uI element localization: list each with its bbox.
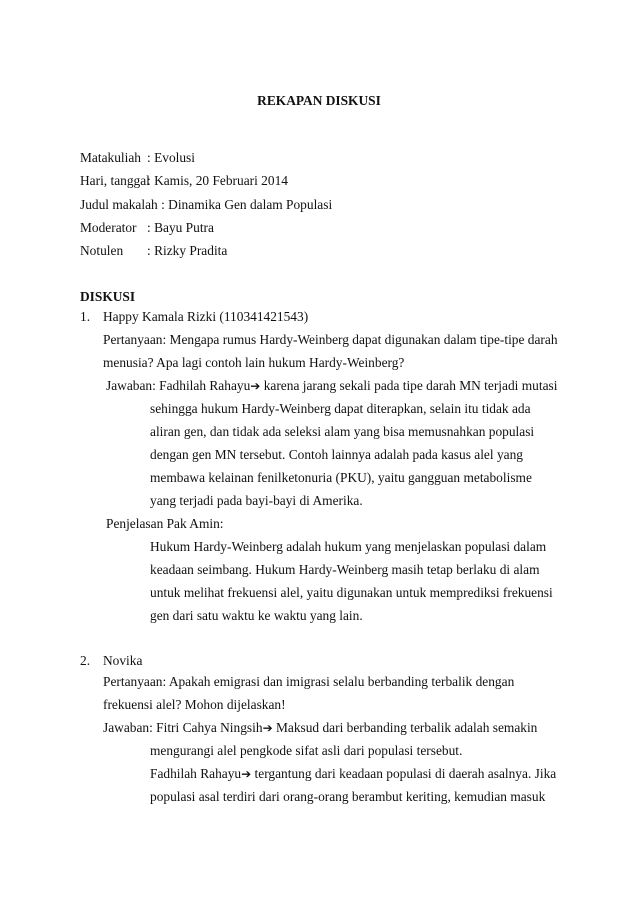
- meta-row-note-taker: [80, 243, 228, 259]
- answer-label: Jawaban: Fitri Cahya Ningsih: [103, 720, 263, 735]
- meta-row-moderator: [80, 220, 214, 236]
- answer-line: sehingga hukum Hardy-Weinberg dapat diterapkan, selain itu tidak ada: [150, 401, 531, 416]
- meta-label: Hari, tanggal: [80, 173, 150, 188]
- meta-value: : Kamis, 20 Februari 2014: [147, 173, 288, 188]
- answer-line: mengurangi alel pengkode sifat asli dari populasi tersebut.: [150, 743, 463, 758]
- explanation-label: Penjelasan Pak Amin:: [106, 516, 224, 531]
- answer-line: populasi asal terdiri dari orang-orang berambut keriting, kemudian masuk: [150, 789, 546, 804]
- meta-value: : Bayu Putra: [147, 220, 214, 235]
- arrow-right-icon: ➔: [262, 721, 273, 735]
- item-number: 2.: [80, 653, 91, 668]
- answer-text: Maksud dari berbanding terbalik adalah semakin: [272, 720, 538, 735]
- explanation-line: gen dari satu waktu ke waktu yang lain.: [150, 608, 363, 623]
- section-heading: DISKUSI: [80, 289, 136, 304]
- answer-line: dengan gen MN tersebut. Contoh lainnya adalah pada kasus alel yang: [150, 447, 523, 462]
- explanation-line: Hukum Hardy-Weinberg adalah hukum yang menjelaskan populasi dalam: [150, 539, 547, 554]
- answer-line: [106, 378, 557, 394]
- answer-label: Fadhilah Rahayu: [150, 766, 242, 781]
- arrow-right-icon: ➔: [241, 767, 252, 781]
- answer-text: karena jarang sekali pada tipe darah MN terjadi mutasi: [260, 378, 558, 393]
- question-line: Pertanyaan: Apakah emigrasi dan imigrasi selalu berbanding terbalik dengan: [103, 674, 515, 689]
- answer-line: [103, 720, 537, 736]
- answer-line: aliran gen, dan tidak ada seleksi alam yang bisa memusnahkan populasi: [150, 424, 535, 439]
- meta-label: Moderator: [80, 220, 137, 235]
- arrow-right-icon: ➔: [250, 379, 261, 393]
- answer-line: yang terjadi pada bayi-bayi di Amerika.: [150, 493, 363, 508]
- questioner-name: Novika: [103, 653, 143, 668]
- answer-label: Jawaban: Fadhilah Rahayu: [106, 378, 251, 393]
- question-line: Pertanyaan: Mengapa rumus Hardy-Weinberg dapat digunakan dalam tipe-tipe darah: [103, 332, 558, 347]
- meta-row-course: [80, 150, 195, 166]
- meta-label: Matakuliah: [80, 150, 141, 165]
- question-line: frekuensi alel? Mohon dijelaskan!: [103, 697, 286, 712]
- meta-value: : Rizky Pradita: [147, 243, 228, 258]
- meta-value: : Evolusi: [147, 150, 195, 165]
- meta-value: : Dinamika Gen dalam Populasi: [161, 197, 333, 212]
- answer-line: [150, 766, 556, 782]
- answer-text: tergantung dari keadaan populasi di daerah asalnya. Jika: [251, 766, 557, 781]
- document-title: REKAPAN DISKUSI: [257, 93, 381, 108]
- meta-row-paper-title: [80, 197, 332, 213]
- explanation-line: keadaan seimbang. Hukum Hardy-Weinberg masih tetap berlaku di alam: [150, 562, 540, 577]
- answer-line: membawa kelainan fenilketonuria (PKU), yaitu gangguan metabolisme: [150, 470, 532, 485]
- meta-label: Notulen: [80, 243, 124, 258]
- explanation-line: untuk melihat frekuensi alel, yaitu digunakan untuk memprediksi frekuensi: [150, 585, 553, 600]
- meta-label: Judul makalah: [80, 197, 158, 212]
- item-number: 1.: [80, 309, 91, 324]
- meta-row-date: [80, 173, 288, 189]
- question-line: menusia? Apa lagi contoh lain hukum Hardy-Weinberg?: [103, 355, 405, 370]
- questioner-name: Happy Kamala Rizki (110341421543): [103, 309, 309, 324]
